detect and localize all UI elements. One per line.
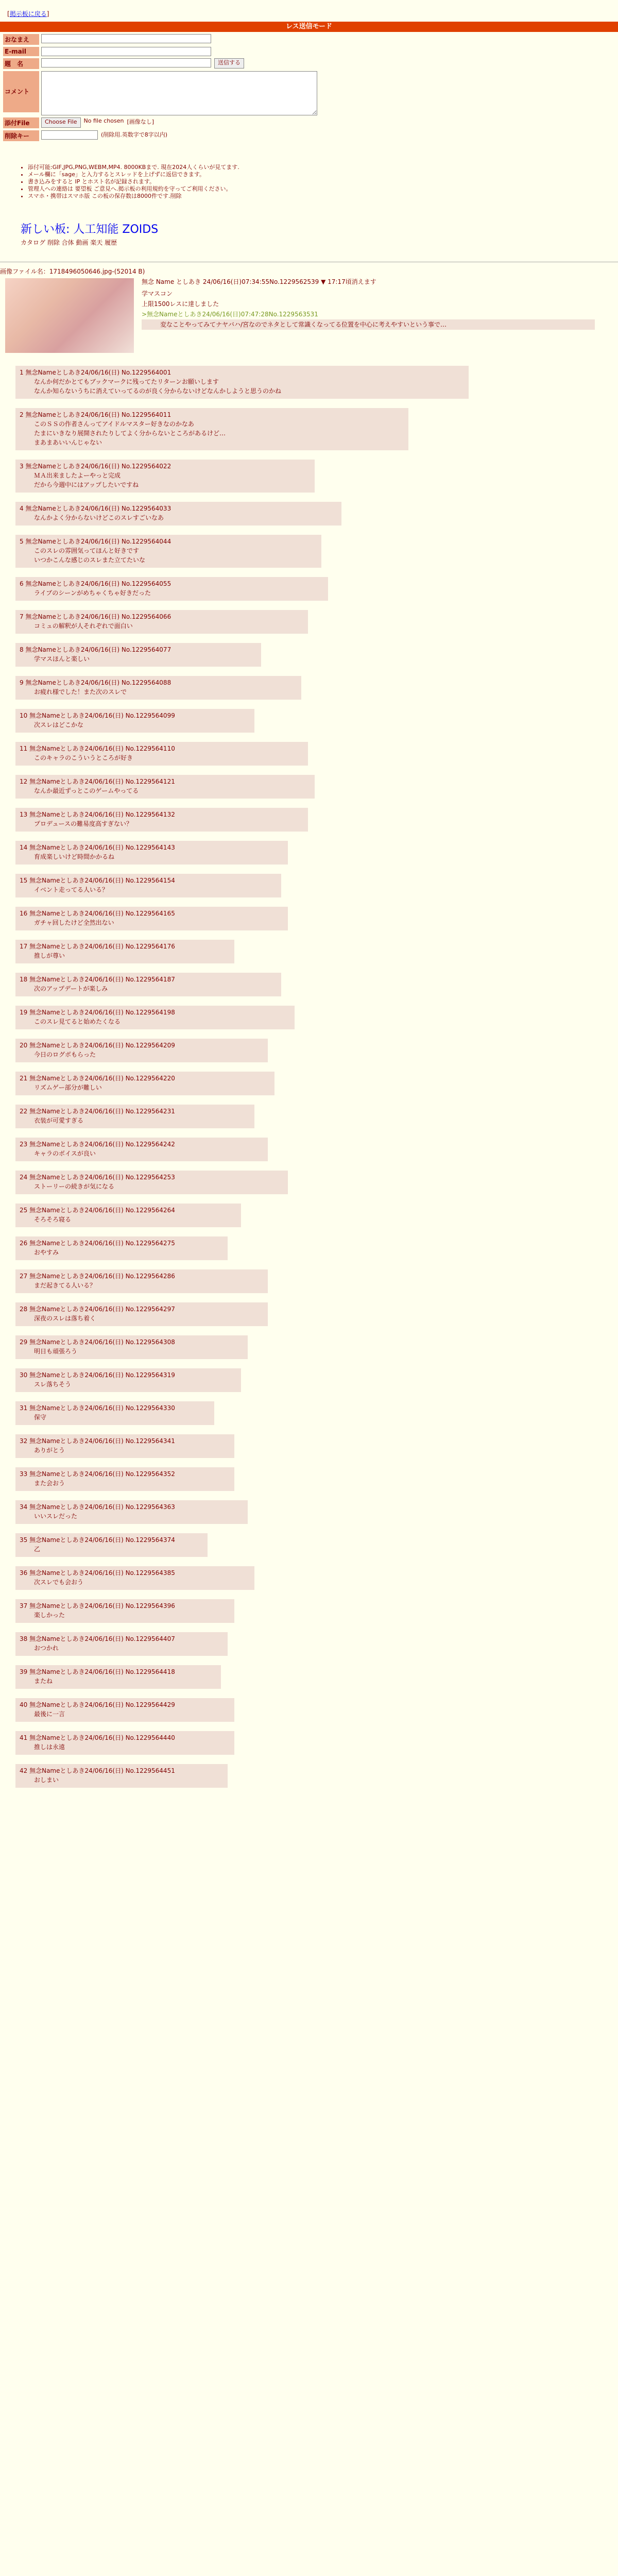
reply-post bbox=[15, 366, 469, 399]
reply-index: 6 bbox=[20, 580, 26, 587]
op-file-info[interactable]: 画像ファイル名：1718496050646.jpg-(52014 B) bbox=[0, 268, 145, 275]
reply-meta: 無念Nameとしあき24/06/16(日) No.1229564385 bbox=[29, 1569, 175, 1577]
reply-index: 31 bbox=[20, 1404, 30, 1412]
reply-body: 保守 bbox=[34, 1414, 47, 1421]
rules-list bbox=[21, 164, 239, 200]
reply-meta: 無念Nameとしあき24/06/16(日) No.1229564110 bbox=[29, 745, 175, 752]
reply-meta: 無念Nameとしあき24/06/16(日) No.1229564121 bbox=[29, 778, 175, 785]
reply-header bbox=[20, 711, 247, 720]
reply-index: 13 bbox=[20, 811, 30, 818]
reply-index: 35 bbox=[20, 1536, 30, 1544]
reply-body: ストーリーの続きが気になる bbox=[34, 1183, 115, 1190]
reply-meta: 無念Nameとしあき24/06/16(日) No.1229564077 bbox=[25, 646, 171, 653]
rule-item: • 管理人への連絡は 要望板 ご意見へ.掲示板の利用規約を守ってご利用ください。 bbox=[28, 185, 239, 193]
reply-form bbox=[3, 34, 374, 143]
reply-header bbox=[20, 1337, 241, 1347]
no-image-checkbox-label[interactable]: [画像なし] bbox=[127, 118, 154, 125]
reply-header bbox=[20, 1041, 261, 1050]
reply-index: 40 bbox=[20, 1701, 30, 1708]
reply-header bbox=[20, 1206, 234, 1215]
reply-body: なんかよく分からないけどこのスレすごいなあ bbox=[34, 514, 164, 521]
email-label: E-mail bbox=[3, 47, 39, 56]
reply-body: リズムゲー部分が難しい bbox=[34, 1084, 102, 1091]
reply-post bbox=[15, 1368, 241, 1392]
reply-meta: 無念Nameとしあき24/06/16(日) No.1229564286 bbox=[29, 1273, 175, 1280]
reply-post bbox=[15, 1467, 234, 1491]
reply-index: 26 bbox=[20, 1240, 30, 1247]
reply-header bbox=[20, 579, 321, 588]
reply-post bbox=[15, 610, 308, 634]
reply-index: 38 bbox=[20, 1635, 30, 1642]
reply-body: なんか最近ずっとこのゲームやってる bbox=[34, 787, 139, 794]
reply-index: 14 bbox=[20, 844, 30, 851]
reply-body: おしまい bbox=[34, 1776, 59, 1784]
reply-post bbox=[15, 1171, 288, 1194]
reply-header bbox=[20, 1568, 247, 1578]
reply-post bbox=[15, 1072, 274, 1095]
submit-button[interactable]: 送信する bbox=[214, 58, 244, 69]
file-label: 添付File bbox=[3, 117, 39, 128]
reply-meta: 無念Nameとしあき24/06/16(日) No.1229564165 bbox=[29, 910, 175, 917]
mode-bar: レス送信モード bbox=[0, 22, 618, 32]
reply-index: 42 bbox=[20, 1767, 30, 1774]
reply-header bbox=[20, 1667, 214, 1676]
reply-index: 30 bbox=[20, 1371, 30, 1379]
reply-meta: 無念Nameとしあき24/06/16(日) No.1229564143 bbox=[29, 844, 175, 851]
email-input[interactable] bbox=[41, 47, 211, 56]
category-links[interactable]: カタログ 削除 合体 動画 楽天 履歴 bbox=[21, 239, 117, 246]
reply-post bbox=[15, 940, 234, 963]
reply-header bbox=[20, 1008, 287, 1017]
reply-post bbox=[15, 1269, 268, 1293]
reply-index: 33 bbox=[20, 1470, 30, 1478]
reply-header bbox=[20, 1601, 227, 1611]
reply-header bbox=[20, 537, 314, 546]
reply-index: 9 bbox=[20, 679, 26, 686]
reply-header bbox=[20, 462, 307, 471]
op-line: 上限1500レスに達しました bbox=[142, 300, 219, 308]
reply-body: また会おう bbox=[34, 1480, 65, 1487]
reply-post bbox=[15, 1105, 254, 1128]
reply-header bbox=[20, 1436, 227, 1446]
reply-body: キャラのボイスが良い bbox=[34, 1150, 96, 1157]
reply-header bbox=[20, 1173, 281, 1182]
op-thumbnail[interactable] bbox=[5, 278, 134, 353]
reply-index: 28 bbox=[20, 1306, 30, 1313]
rule-item: • 添付可能:GIF,JPG,PNG,WEBM,MP4. 8000KBまで. 現在2024人くらいが見てます. bbox=[28, 164, 239, 171]
reply-meta: 無念Nameとしあき24/06/16(日) No.1229564231 bbox=[29, 1108, 175, 1115]
reply-header bbox=[20, 368, 461, 377]
reply-body: いいスレだった bbox=[34, 1513, 78, 1520]
reply-body: ライブのシーンがめちゃくちゃ好きだった bbox=[34, 589, 151, 597]
reply-post bbox=[15, 841, 288, 865]
news-banner[interactable]: 新しい板: 人工知能 ZOIDS bbox=[21, 223, 159, 236]
reply-header bbox=[20, 1634, 220, 1643]
reply-header bbox=[20, 1074, 267, 1083]
reply-post bbox=[15, 709, 254, 733]
reply-body: 楽しかった bbox=[34, 1612, 65, 1619]
reply-post bbox=[15, 1335, 248, 1359]
reply-post bbox=[15, 1401, 214, 1425]
reply-index: 37 bbox=[20, 1602, 30, 1609]
reply-index: 25 bbox=[20, 1207, 30, 1214]
reply-meta: 無念Nameとしあき24/06/16(日) No.1229564396 bbox=[29, 1602, 175, 1609]
reply-meta: 無念Nameとしあき24/06/16(日) No.1229564033 bbox=[25, 505, 171, 512]
reply-meta: 無念Nameとしあき24/06/16(日) No.1229564374 bbox=[29, 1536, 175, 1544]
reply-header bbox=[20, 810, 301, 819]
reply-index: 29 bbox=[20, 1338, 30, 1346]
reply-post bbox=[15, 1434, 234, 1458]
reply-header bbox=[20, 1733, 227, 1742]
reply-meta: 無念Nameとしあき24/06/16(日) No.1229564275 bbox=[29, 1240, 175, 1247]
reply-meta: 無念Nameとしあき24/06/16(日) No.1229564011 bbox=[25, 411, 171, 418]
comment-textarea[interactable] bbox=[41, 71, 317, 115]
reply-meta: 無念Nameとしあき24/06/16(日) No.1229564308 bbox=[29, 1338, 175, 1346]
reply-meta: 無念Nameとしあき24/06/16(日) No.1229564022 bbox=[25, 463, 171, 470]
reply-post bbox=[15, 1500, 248, 1524]
reply-post bbox=[15, 1533, 208, 1557]
reply-index: 4 bbox=[20, 505, 26, 512]
reply-meta: 無念Nameとしあき24/06/16(日) No.1229564220 bbox=[29, 1075, 175, 1082]
back-link-container: [掲示板に戻る] bbox=[7, 10, 49, 18]
reply-meta: 無念Nameとしあき24/06/16(日) No.1229564264 bbox=[29, 1207, 175, 1214]
subject-input[interactable] bbox=[41, 58, 211, 67]
reply-index: 32 bbox=[20, 1437, 30, 1445]
reply-body: 今日のログボもらった bbox=[34, 1051, 96, 1058]
reply-body: そろそろ寝る bbox=[34, 1216, 72, 1223]
reply-index: 1 bbox=[20, 369, 26, 376]
reply-meta: 無念Nameとしあき24/06/16(日) No.1229564132 bbox=[29, 811, 175, 818]
reply-meta: 無念Nameとしあき24/06/16(日) No.1229564319 bbox=[29, 1371, 175, 1379]
reply-header bbox=[20, 1239, 220, 1248]
comment-label: コメント bbox=[3, 71, 39, 112]
reply-index: 41 bbox=[20, 1734, 30, 1741]
reply-body: スレ落ちそう bbox=[34, 1381, 72, 1388]
reply-meta: 無念Nameとしあき24/06/16(日) No.1229564088 bbox=[25, 679, 171, 686]
reply-post bbox=[15, 535, 321, 568]
reply-post bbox=[15, 874, 281, 897]
reply-body: 次のアップデートが楽しみ bbox=[34, 985, 108, 992]
reply-body: ガチャ回したけど全然出ない bbox=[34, 919, 114, 926]
reply-meta: 無念Nameとしあき24/06/16(日) No.1229564055 bbox=[25, 580, 171, 587]
reply-header bbox=[20, 1403, 207, 1413]
reply-body: プロデュースの難易度高すぎない？ bbox=[34, 820, 133, 827]
reply-header bbox=[20, 1304, 261, 1314]
reply-index: 8 bbox=[20, 646, 26, 653]
reply-post bbox=[15, 1039, 268, 1062]
reply-post bbox=[15, 1006, 295, 1029]
reply-header bbox=[20, 909, 281, 918]
reply-header bbox=[20, 1700, 227, 1709]
reply-index: 18 bbox=[20, 976, 30, 983]
reply-body: ありがとう bbox=[34, 1447, 65, 1454]
reply-body: このキャラのこういうところが好き bbox=[34, 754, 133, 761]
password-input[interactable] bbox=[41, 130, 98, 140]
reply-index: 23 bbox=[20, 1141, 30, 1148]
reply-post bbox=[15, 742, 308, 766]
reply-meta: 無念Nameとしあき24/06/16(日) No.1229564363 bbox=[29, 1503, 175, 1511]
reply-post bbox=[15, 577, 328, 601]
name-label: おなまえ bbox=[3, 34, 39, 45]
reply-post bbox=[15, 1599, 234, 1623]
reply-body: コミュの解釈が人それぞれで面白い bbox=[34, 622, 133, 630]
choose-file-button[interactable]: Choose File bbox=[41, 117, 81, 128]
reply-header bbox=[20, 1140, 261, 1149]
reply-body: 次スレはどこかな bbox=[34, 721, 84, 728]
reply-index: 19 bbox=[20, 1009, 30, 1016]
reply-index: 27 bbox=[20, 1273, 30, 1280]
reply-post bbox=[15, 1665, 221, 1689]
reply-header bbox=[20, 504, 334, 513]
reply-body: 育成楽しいけど時間かかるね bbox=[34, 853, 115, 860]
reply-header bbox=[20, 612, 301, 621]
reply-post bbox=[15, 1764, 228, 1788]
subject-label: 題 名 bbox=[3, 58, 39, 69]
reply-post bbox=[15, 1632, 228, 1656]
reply-header bbox=[20, 942, 227, 951]
reply-body: このスレの雰囲気ってほんと好きです いつかこんな感じのスレまた立てたいな bbox=[34, 547, 146, 564]
reply-meta: 無念Nameとしあき24/06/16(日) No.1229564352 bbox=[29, 1470, 175, 1478]
reply-post bbox=[15, 1302, 268, 1326]
reply-body: またね bbox=[34, 1677, 53, 1685]
reply-post bbox=[15, 973, 281, 996]
reply-body: イベント走ってる人いる？ bbox=[34, 886, 109, 893]
reply-post bbox=[15, 775, 315, 799]
reply-index: 2 bbox=[20, 411, 26, 418]
reply-index: 15 bbox=[20, 877, 30, 884]
reply-index: 10 bbox=[20, 712, 30, 719]
rule-item: • メール欄に「sage」と入力するとスレッドを上げずに返信できます。 bbox=[28, 171, 239, 178]
reply-header bbox=[20, 645, 254, 654]
reply-meta: 無念Nameとしあき24/06/16(日) No.1229564209 bbox=[29, 1042, 175, 1049]
reply-meta: 無念Nameとしあき24/06/16(日) No.1229564429 bbox=[29, 1701, 175, 1708]
reply-body: 学マスほんと楽しい bbox=[34, 655, 90, 663]
reply-meta: 無念Nameとしあき24/06/16(日) No.1229564154 bbox=[29, 877, 175, 884]
reply-body: お疲れ様でした！また次のスレで bbox=[34, 688, 127, 696]
reply-body: なんか何だかとてもブックマークに残ってたリターンお願いします なんか知らないうちに消えていってるのが良く分からないけどなんかしようと思うのかね bbox=[34, 378, 282, 395]
reply-header bbox=[20, 1766, 220, 1775]
reply-meta: 無念Nameとしあき24/06/16(日) No.1229564418 bbox=[29, 1668, 175, 1675]
reply-post bbox=[15, 502, 341, 526]
op-line: 学マスコン bbox=[142, 290, 173, 297]
op-quote: >無念Nameとしあき24/06/16(日)07:47:28No.1229563531 bbox=[142, 311, 318, 318]
reply-index: 5 bbox=[20, 538, 26, 545]
reply-header bbox=[20, 678, 294, 687]
reply-body: 明日も頑張ろう bbox=[34, 1348, 78, 1355]
reply-body: 衣装が可愛すぎる bbox=[34, 1117, 84, 1124]
reply-meta: 無念Nameとしあき24/06/16(日) No.1229564440 bbox=[29, 1734, 175, 1741]
password-label: 削除キー bbox=[3, 130, 39, 141]
reply-meta: 無念Nameとしあき24/06/16(日) No.1229564066 bbox=[25, 613, 171, 620]
reply-body: 推しが尊い bbox=[34, 952, 65, 959]
reply-meta: 無念Nameとしあき24/06/16(日) No.1229564330 bbox=[29, 1404, 175, 1412]
reply-header bbox=[20, 1469, 227, 1479]
reply-header bbox=[20, 843, 281, 852]
reply-index: 16 bbox=[20, 910, 30, 917]
reply-meta: 無念Nameとしあき24/06/16(日) No.1229564341 bbox=[29, 1437, 175, 1445]
reply-meta: 無念Nameとしあき24/06/16(日) No.1229564407 bbox=[29, 1635, 175, 1642]
reply-meta: 無念Nameとしあき24/06/16(日) No.1229564187 bbox=[29, 976, 175, 983]
reply-meta: 無念Nameとしあき24/06/16(日) No.1229564044 bbox=[25, 538, 171, 545]
reply-body: まだ起きてる人いる？ bbox=[34, 1282, 96, 1289]
reply-meta: 無念Nameとしあき24/06/16(日) No.1229564253 bbox=[29, 1174, 175, 1181]
reply-header bbox=[20, 777, 307, 786]
reply-index: 24 bbox=[20, 1174, 30, 1181]
reply-post bbox=[15, 1698, 234, 1722]
reply-post bbox=[15, 1204, 241, 1227]
reply-post bbox=[15, 1236, 228, 1260]
reply-meta: 無念Nameとしあき24/06/16(日) No.1229564099 bbox=[29, 712, 175, 719]
reply-header bbox=[20, 744, 301, 753]
reply-header bbox=[20, 410, 401, 419]
password-note: (削除用.英数字で8字以内) bbox=[101, 131, 168, 138]
reply-post bbox=[15, 1731, 234, 1755]
reply-index: 7 bbox=[20, 613, 26, 620]
reply-index: 3 bbox=[20, 463, 26, 470]
reply-index: 22 bbox=[20, 1108, 30, 1115]
op-header: 無念 Name としあき 24/06/16(日)07:34:55No.1229562539 ▼ 17:17頃消えます bbox=[142, 278, 376, 285]
reply-post bbox=[15, 643, 261, 667]
reply-header bbox=[20, 1535, 200, 1545]
reply-body: おやすみ bbox=[34, 1249, 59, 1256]
reply-post bbox=[15, 676, 301, 700]
reply-meta: 無念Nameとしあき24/06/16(日) No.1229564176 bbox=[29, 943, 175, 950]
reply-post bbox=[15, 460, 315, 493]
reply-header bbox=[20, 1107, 247, 1116]
reply-post bbox=[15, 808, 308, 832]
reply-body: 深夜のスレは落ち着く bbox=[34, 1315, 96, 1322]
reply-index: 12 bbox=[20, 778, 30, 785]
reply-meta: 無念Nameとしあき24/06/16(日) No.1229564001 bbox=[25, 369, 171, 376]
reply-meta: 無念Nameとしあき24/06/16(日) No.1229564198 bbox=[29, 1009, 175, 1016]
rule-item: • 書き込みをすると IP とホスト名が記録されます。 bbox=[28, 178, 239, 185]
reply-body: 推しは永遠 bbox=[34, 1743, 65, 1751]
reply-header bbox=[20, 876, 274, 885]
name-input[interactable] bbox=[41, 34, 211, 43]
reply-body: 最後に一言 bbox=[34, 1710, 65, 1718]
back-to-board-link[interactable]: 掲示板に戻る bbox=[9, 10, 47, 18]
reply-meta: 無念Nameとしあき24/06/16(日) No.1229564451 bbox=[29, 1767, 175, 1774]
reply-body: おつかれ bbox=[34, 1645, 59, 1652]
rule-item: • スマホ・携帯はスマホ版 この板の保存数は8000件です.削除 bbox=[28, 193, 239, 200]
reply-header bbox=[20, 1272, 261, 1281]
reply-body: 次スレでも会おう bbox=[34, 1579, 84, 1586]
op-body bbox=[142, 289, 595, 330]
reply-post bbox=[15, 907, 288, 930]
reply-index: 36 bbox=[20, 1569, 30, 1577]
reply-body: 乙 bbox=[34, 1546, 41, 1553]
reply-body: このスレ見てると始めたくなる bbox=[34, 1018, 121, 1025]
reply-index: 20 bbox=[20, 1042, 30, 1049]
reply-header bbox=[20, 975, 274, 984]
reply-index: 17 bbox=[20, 943, 30, 950]
no-file-text: No file chosen bbox=[83, 117, 124, 124]
reply-header bbox=[20, 1370, 234, 1380]
reply-body: このＳＳの作者さんってアイドルマスター好きなのかなあ たまにいきなり展開されたりしてよく分からないところがあるけど… まあまあいいんじゃない bbox=[34, 420, 226, 446]
op-line: 変なことやってみてナヤバハ/宮なのでネタとして常識くなってる位置を中心に考えやすいという事で… bbox=[142, 319, 595, 330]
reply-meta: 無念Nameとしあき24/06/16(日) No.1229564242 bbox=[29, 1141, 175, 1148]
reply-post bbox=[15, 1138, 268, 1161]
reply-header bbox=[20, 1502, 241, 1512]
reply-index: 21 bbox=[20, 1075, 30, 1082]
reply-index: 34 bbox=[20, 1503, 30, 1511]
reply-body: ＭＡ出来ましたよーやっと完成 だから今週中にはアップしたいですね bbox=[34, 472, 139, 488]
reply-meta: 無念Nameとしあき24/06/16(日) No.1229564297 bbox=[29, 1306, 175, 1313]
reply-post bbox=[15, 408, 408, 450]
reply-index: 39 bbox=[20, 1668, 30, 1675]
reply-post bbox=[15, 1566, 254, 1590]
reply-index: 11 bbox=[20, 745, 30, 752]
